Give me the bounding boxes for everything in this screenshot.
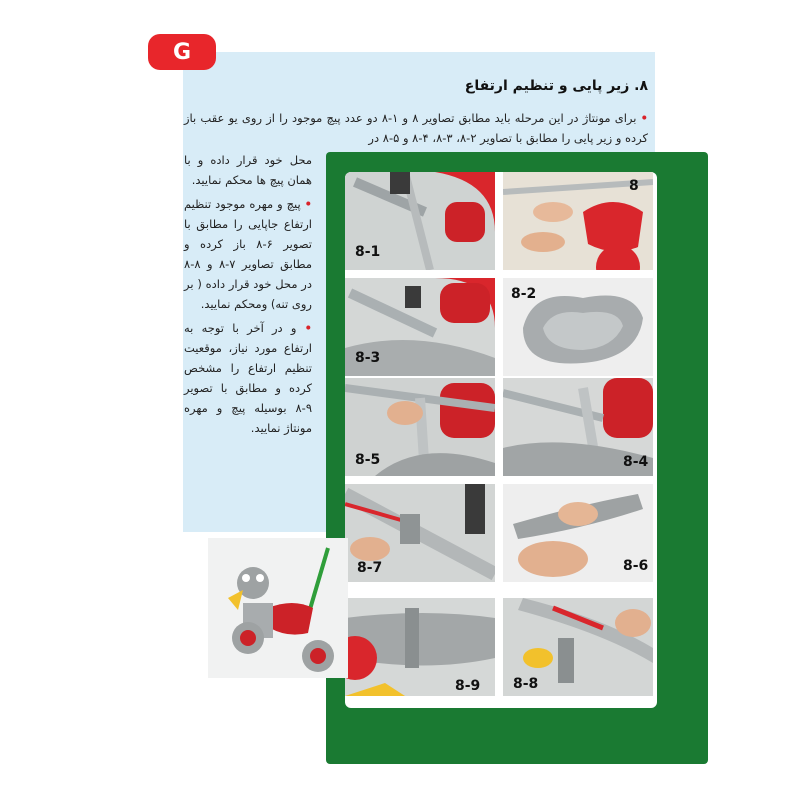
paragraph-3 [184, 318, 312, 438]
photo-label: 8-7 [357, 560, 383, 576]
photo-label: 8-1 [355, 244, 381, 260]
photo-label: 8-2 [511, 286, 537, 302]
photo-label: 8-8 [513, 676, 539, 692]
section-title: ۸. زیر پایی و تنظیم ارتفاع [464, 78, 648, 94]
paragraph-2 [184, 194, 312, 314]
photo-8-4 [503, 378, 653, 476]
photo-label: 8-5 [355, 452, 381, 468]
bullet-icon: • [304, 197, 312, 211]
photo-8-2 [503, 278, 653, 376]
photo-label: 8-6 [623, 558, 649, 574]
photo-label: 8-4 [623, 454, 649, 470]
paragraph-3-text: و در آخر با توجه به ارتفاع مورد نیاز، موقعیت تنظیم ارتفاع را مشخص کرده و مطابق با تصویر ۹-۸ بوسیله پیچ و مهره مونتاژ نمایید. [184, 321, 312, 435]
section-badge: G [148, 34, 216, 70]
text-column [184, 150, 312, 442]
photo-8 [503, 172, 653, 270]
photo-8-8 [503, 598, 653, 696]
photo-8-5 [345, 378, 495, 476]
bullet-icon: • [640, 111, 649, 125]
photo-label: 8 [629, 178, 639, 194]
tricycle-photo [208, 538, 348, 678]
tricycle-image [208, 538, 348, 678]
photo-8-1 [345, 172, 495, 270]
photo-label: 8-9 [455, 678, 481, 694]
photo-8-3 [345, 278, 495, 376]
photo-grid [345, 172, 657, 708]
photo-label: 8-3 [355, 350, 381, 366]
paragraph-1-continued: محل خود قرار داده و با همان پیچ ها محکم نمایید. [184, 153, 312, 187]
intro-paragraph [184, 108, 648, 148]
photo-8-7 [345, 484, 495, 582]
paragraph-2-text: پیچ و مهره موجود تنظیم ارتفاع جاپایی را مطابق با تصویر ۶-۸ باز کرده و مطابق تصاویر ۷-۸ و ۸-۸ در محل خود قرار داده ( بر روی تنه) ومحکم نمایید. [184, 197, 312, 311]
bullet-icon: • [304, 321, 312, 335]
photo-8-9 [345, 598, 495, 696]
photo-8-6 [503, 484, 653, 582]
intro-text: برای مونتاژ در این مرحله باید مطابق تصاویر ۸ و ۱-۸ دو عدد پیچ موجود را از روی یو عقب باز کرده و زیر پایی را مطابق با تصاویر ۲-۸، ۳-۸، ۴-۸ و ۵-۸ در [184, 111, 648, 145]
